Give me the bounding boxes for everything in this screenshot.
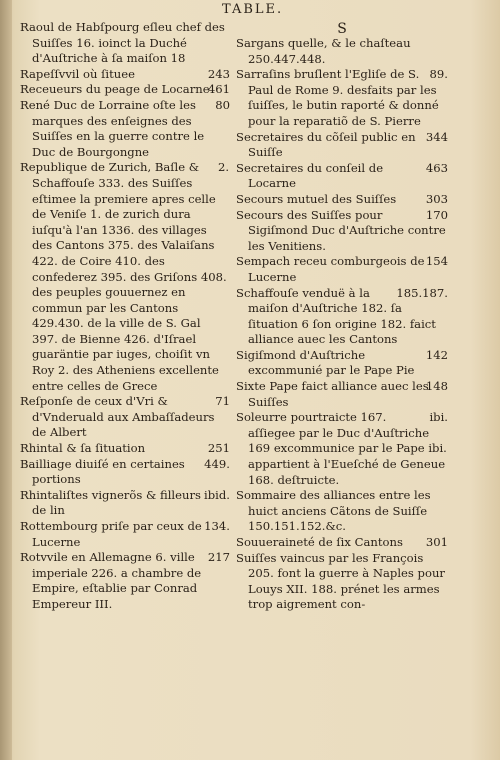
- running-header: [0, 2, 500, 18]
- right-column: [236, 22, 448, 613]
- index-entry: 449. Bailliage diuiſé en certaines portions: [20, 456, 230, 487]
- index-entry: 303 Secours mutuel des Suiſſes: [236, 191, 448, 206]
- index-entry: 217 Rotvvile en Allemagne 6. ville imperiale 226. a chambre de Empire, eſtablie par Conrad Empereur III.: [20, 550, 230, 611]
- index-entry: 71 Reſponſe de ceux d'Vri & d'Vnderuald aux Ambaſſadeurs de Albert: [20, 394, 230, 440]
- index-entry: Suiſſes vaincus par les François 205. font la guerre à Naples pour Louys XII. 188. prénet les armes trop aigrement con-: [236, 550, 445, 612]
- index-entry: Raoul de Habſpourg eſleu chef des Suiſſes 16. ioinct la Duché d'Auſtriche à ſa maiſon 18: [20, 20, 225, 66]
- index-entry: 243 Rapeſſvvil où ſituee: [20, 66, 230, 81]
- left-column: [20, 20, 230, 613]
- index-entry: ibid. Rhintaliſtes vignerõs & filleurs de lin: [20, 487, 230, 518]
- page-title: TABLE.: [222, 2, 284, 17]
- index-entry: 142 Sigiſmond d'Auſtriche excommunié par le Pape Pie: [236, 347, 448, 378]
- section-letter: S: [337, 21, 347, 37]
- index-entry: 461 Receueurs du peage de Locarne: [20, 82, 230, 97]
- index-entry: 251 Rhintal & ſa ſituation: [20, 441, 230, 456]
- index-entry: ibi. Soleurre pourtraicte 167. aſſiegee par le Duc d'Auſtriche 169 excommunice par le Pape ibi. appartient à l'Eueſché de Geneue 168. deſtruicte.: [236, 410, 448, 487]
- index-entry: 185.187. Schaffouſe venduë à la maiſon d'Auſtriche 182. ſa ſituation 6 ſon origine 182. faict alliance auec les Cantons: [236, 285, 448, 347]
- index-entry: 2. Republique de Zurich, Baſle & Schaffouſe 333. des Suiſſes eſtimee la premiere apres celle de Veniſe 1. de zurich dura iuſqu'à l'an 1336. des villages des Cantons 375. des Valaiſans 422. de Coire 410. des confederez 395. des Griſons 408. des peuples gouuernez en commun par les Cantons 429.430. de la ville de S. Gal 397. de Bienne 426. d'Iſrael guaräntie par iuges, choiſit vn Roy 2. des Atheniens excellente entre celles de Grece: [20, 160, 230, 393]
- index-entry: 89. Sarraſins bruſlent l'Egliſe de S. Paul de Rome 9. desfaits par les ſuiſſes, le butin raporté & donné pour la reparatiõ de S. Pierre: [236, 67, 448, 128]
- index-entry: 134. Rottembourg priſe par ceux de Lucerne: [20, 519, 230, 549]
- index-entry: 154 Sempach receu comburgeois de Lucerne: [236, 254, 448, 284]
- page-gutter-shadow: [0, 0, 12, 760]
- index-entry: Sommaire des alliances entre les huict anciens Cãtons de Suiſſe 150.151.152.&c.: [236, 488, 431, 534]
- index-entry: 148 Sixte Pape faict alliance auec les Suiſſes: [236, 379, 448, 409]
- index-entry: 170 Secours des Suiſſes pour Sigiſmond Duc d'Auſtriche contre les Venitiens.: [236, 207, 448, 253]
- index-entry: 301 Souueraineté de ſix Cantons: [236, 535, 448, 549]
- index-entry: Sargans quelle, & le chaſteau 250.447.448.: [236, 36, 411, 66]
- index-entry: 344 Secretaires du cõſeil public en Suiſſe: [236, 129, 448, 160]
- index-entry: 80 René Duc de Lorraine oſte les marques des enſeignes des Suiſſes en la guerre contre le Duc de Bourgongne: [20, 97, 230, 159]
- index-entry: 463 Secretaires du conſeil de Locarne: [236, 160, 448, 191]
